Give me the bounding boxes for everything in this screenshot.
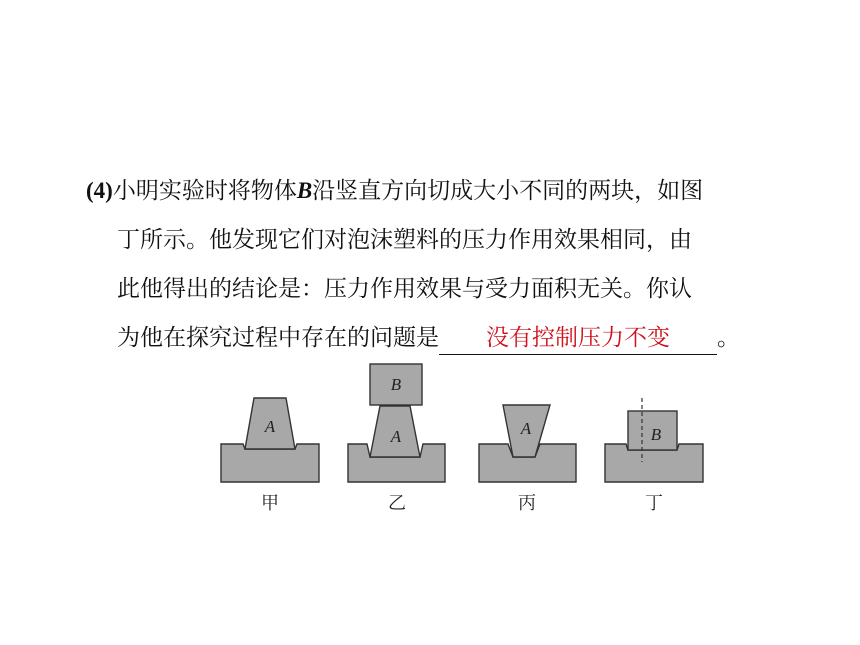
label-a-yi: A bbox=[390, 427, 402, 446]
question-number: (4) bbox=[86, 178, 113, 203]
label-b-yi: B bbox=[390, 375, 402, 394]
experiment-figure bbox=[215, 360, 715, 524]
question-line-4a: 为他在探究过程中存在的问题是 bbox=[117, 325, 439, 351]
caption-yi: 乙 bbox=[388, 493, 406, 514]
label-a-jia: A bbox=[264, 417, 276, 436]
question-line-4-end: 。 bbox=[717, 325, 740, 351]
foam-base-jia bbox=[221, 444, 319, 482]
answer-text: 没有控制压力不变 bbox=[486, 325, 670, 351]
object-b-variable: B bbox=[296, 178, 313, 203]
question-line-1a: 小明实验时将物体 bbox=[112, 178, 297, 204]
caption-ding: 丁 bbox=[645, 493, 663, 514]
question-line-1b: 沿竖直方向切成大小不同的两块，如图 bbox=[312, 178, 704, 204]
label-a-bing: A bbox=[520, 419, 532, 438]
question-line-3: 此他得出的结论是：压力作用效果与受力面积无关。你认 bbox=[117, 276, 692, 302]
label-b-ding: B bbox=[650, 425, 662, 444]
caption-jia: 甲 bbox=[261, 493, 279, 514]
answer-blank bbox=[439, 322, 717, 355]
question-line-2: 丁所示。他发现它们对泡沫塑料的压力作用效果相同，由 bbox=[117, 227, 692, 253]
question-text bbox=[86, 166, 806, 363]
caption-bing: 丙 bbox=[518, 493, 536, 514]
